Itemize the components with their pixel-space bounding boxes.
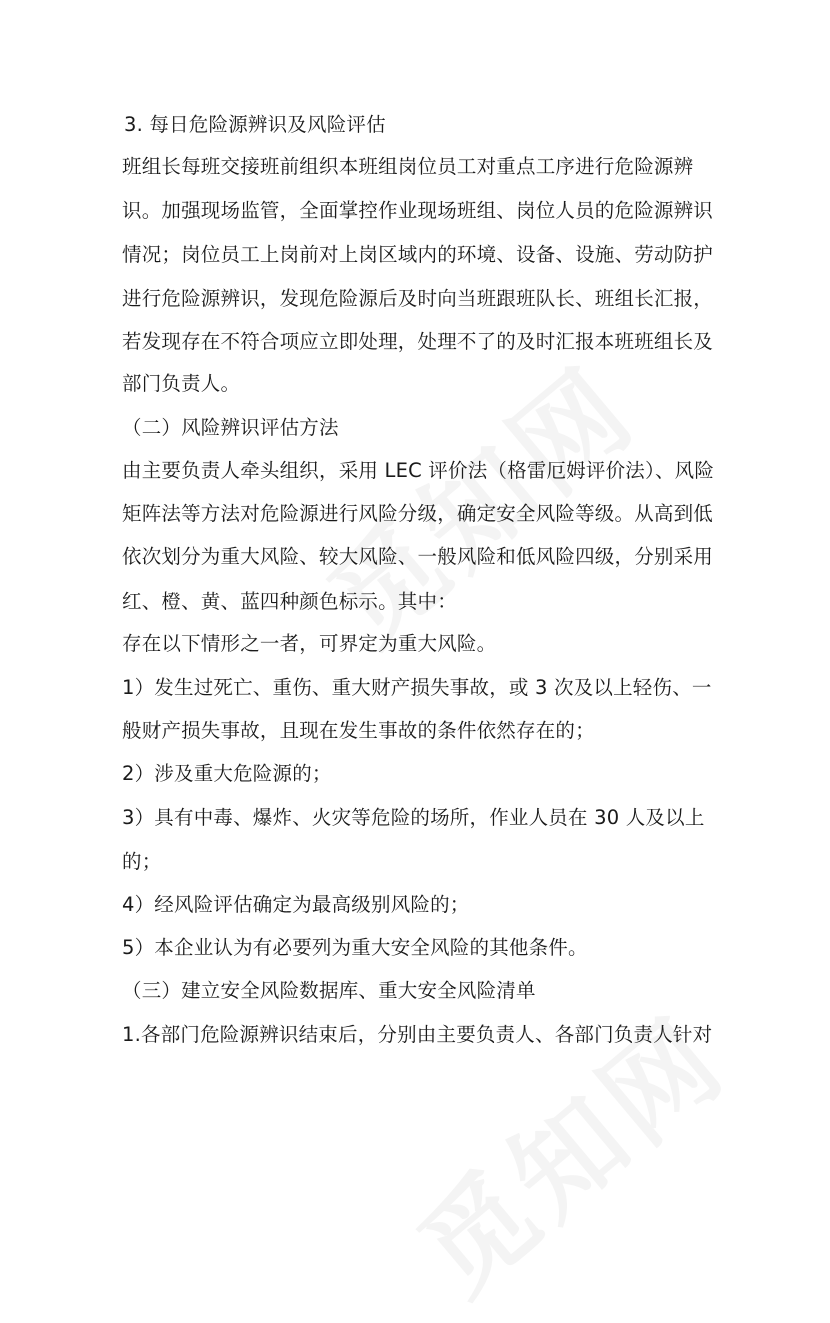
watermark-top [291, 325, 664, 674]
paragraph-line: 情况；岗位员工上岗前对上岗区域内的环境、设备、设施、劳动防护 [122, 243, 714, 266]
list-item-3: 3）具有中毒、爆炸、火灾等危险的场所，作业人员在 30 人及以上 [122, 806, 705, 829]
list-item-4: 4）经风险评估确定为最高级别风险的； [122, 893, 470, 916]
paragraph-line: 识。加强现场监管，全面掌控作业现场班组、岗位人员的危险源辨识 [122, 199, 714, 222]
paragraph-line: 红、橙、黄、蓝四种颜色标示。其中： [122, 590, 457, 613]
section-heading-daily-hazard: 3. 每日危险源辨识及风险评估 [124, 113, 386, 136]
list-item-5: 5）本企业认为有必要列为重大安全风险的其他条件。 [122, 936, 588, 959]
paragraph-line: 班组长每班交接班前组织本班组岗位员工对重点工序进行危险源辨 [122, 155, 694, 178]
list-item-1: 1）发生过死亡、重伤、重大财产损失事故，或 3 次及以上轻伤、一 [122, 676, 712, 699]
paragraph-line: 矩阵法等方法对危险源进行风险分级，确定安全风险等级。从高到低 [122, 502, 714, 525]
section-heading-risk-database: （三）建立安全风险数据库、重大安全风险清单 [122, 979, 536, 1002]
paragraph-line: 1.各部门危险源辨识结束后，分别由主要负责人、各部门负责人针对 [122, 1023, 713, 1046]
paragraph-line: 存在以下情形之一者，可界定为重大风险。 [122, 632, 497, 655]
paragraph-line: 若发现存在不符合项应立即处理，处理不了的及时汇报本班班组长及 [122, 330, 714, 353]
paragraph-line: 部门负责人。 [122, 372, 241, 395]
list-item-3-cont: 的； [122, 850, 162, 873]
paragraph-line: 依次划分为重大风险、较大风险、一般风险和低风险四级，分别采用 [122, 545, 714, 568]
paragraph-line: 进行危险源辨识，发现危险源后及时向当班跟班队长、班组长汇报， [122, 287, 714, 310]
list-item-2: 2）涉及重大危险源的； [122, 762, 332, 785]
list-item-1-cont: 般财产损失事故，且现在发生事故的条件依然存在的； [122, 719, 595, 742]
paragraph-line: 由主要负责人牵头组织，采用 LEC 评价法（格雷厄姆评价法）、风险 [122, 459, 715, 482]
section-heading-risk-method: （二）风险辨识评估方法 [122, 416, 339, 439]
